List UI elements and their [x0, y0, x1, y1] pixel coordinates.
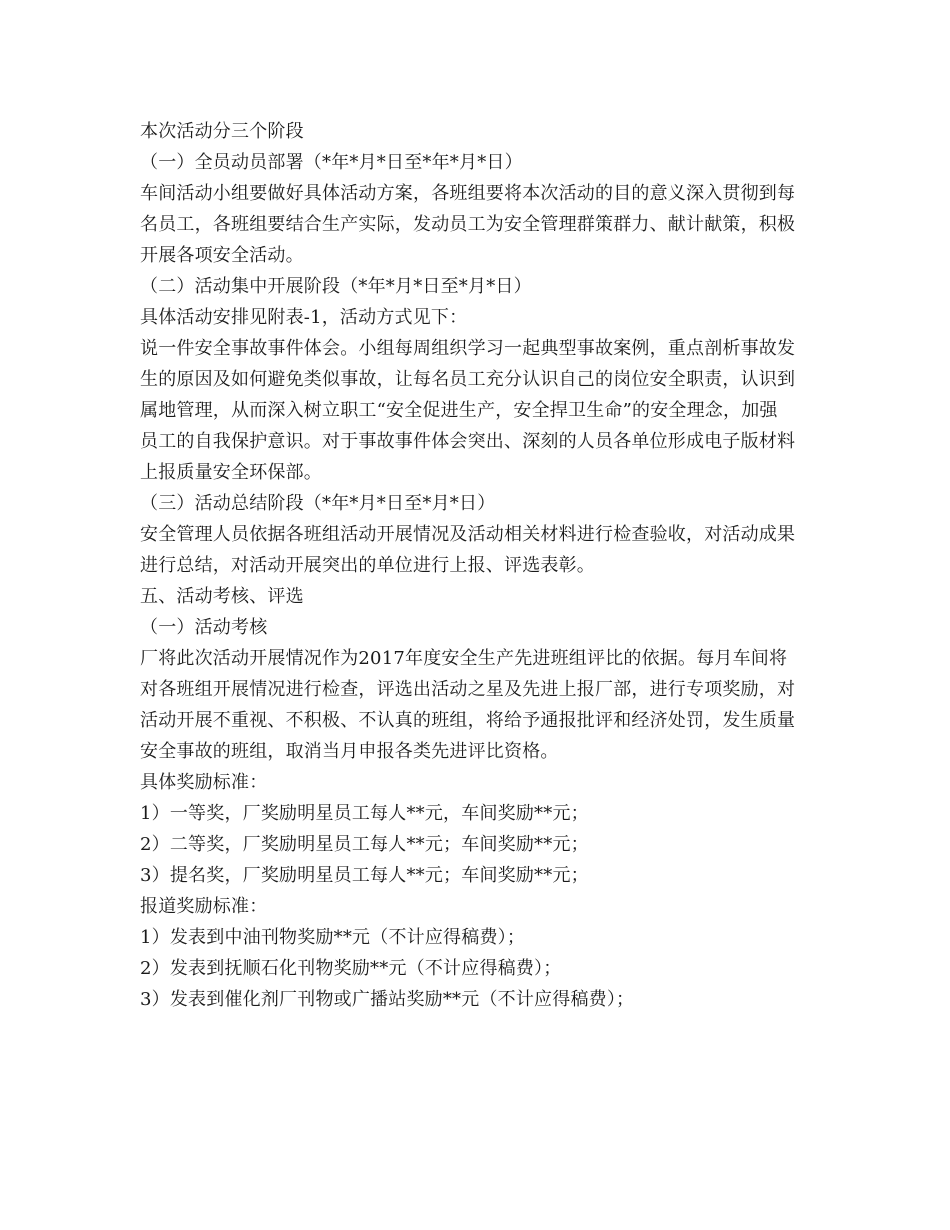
text-line: 员工的自我保护意识。对于事故事件体会突出、深刻的人员各单位形成电子版材料 — [140, 431, 796, 452]
section-heading: （一）活动考核 — [140, 617, 268, 638]
text-line: 安全管理人员依据各班组活动开展情况及活动相关材料进行检查验收，对活动成果 — [140, 524, 796, 545]
list-item: 2）发表到抚顺石化刊物奖励**元（不计应得稿费）； — [140, 958, 562, 979]
text-line: 报道奖励标准： — [140, 896, 268, 917]
text-line: 进行总结，对活动开展突出的单位进行上报、评选表彰。 — [140, 555, 595, 576]
section-heading: （三）活动总结阶段（*年*月*日至*月*日） — [140, 493, 496, 514]
list-item: 2）二等奖，厂奖励明星员工每人**元；车间奖励**元； — [140, 834, 589, 855]
text-line: 活动开展不重视、不积极、不认真的班组，将给予通报批评和经济处罚，发生质量 — [140, 710, 796, 731]
section-heading: （二）活动集中开展阶段（*年*月*日至*月*日） — [140, 276, 532, 297]
text-line: 安全事故的班组，取消当月申报各类先进评比资格。 — [140, 741, 559, 762]
text-line: 对各班组开展情况进行检查，评选出活动之星及先进上报厂部，进行专项奖励，对 — [140, 679, 796, 700]
text-line: 属地管理，从而深入树立职工“安全促进生产，安全捍卫生命”的安全理念，加强 — [140, 400, 778, 421]
text-line: 上报质量安全环保部。 — [140, 462, 322, 483]
text-line: 具体活动安排见附表-1，活动方式见下： — [140, 307, 468, 328]
text-line: 名员工，各班组要结合生产实际，发动员工为安全管理群策群力、献计献策，积极 — [140, 214, 796, 235]
text-line: 开展各项安全活动。 — [140, 245, 304, 266]
section-heading: 五、活动考核、评选 — [140, 586, 304, 607]
list-item: 3）提名奖，厂奖励明星员工每人**元；车间奖励**元； — [140, 865, 589, 886]
text-line: 车间活动小组要做好具体活动方案，各班组要将本次活动的目的意义深入贯彻到每 — [140, 183, 796, 204]
document-body — [140, 116, 820, 1015]
list-item: 1）发表到中油刊物奖励**元（不计应得稿费）； — [140, 927, 526, 948]
text-line: 说一件安全事故事件体会。小组每周组织学习一起典型事故案例，重点剖析事故发 — [140, 338, 796, 359]
text-line: 具体奖励标准： — [140, 772, 268, 793]
list-item: 3）发表到催化剂厂刊物或广播站奖励**元（不计应得稿费）； — [140, 989, 635, 1010]
text-line: 生的原因及如何避免类似事故，让每名员工充分认识自己的岗位安全职责，认识到 — [140, 369, 796, 390]
list-item: 1）一等奖，厂奖励明星员工每人**元，车间奖励**元； — [140, 803, 589, 824]
text-line: 本次活动分三个阶段 — [140, 121, 304, 142]
text-line: 厂将此次活动开展情况作为2017年度安全生产先进班组评比的依据。每月车间将 — [140, 648, 788, 669]
section-heading: （一）全员动员部署（*年*月*日至*年*月*日） — [140, 152, 523, 173]
